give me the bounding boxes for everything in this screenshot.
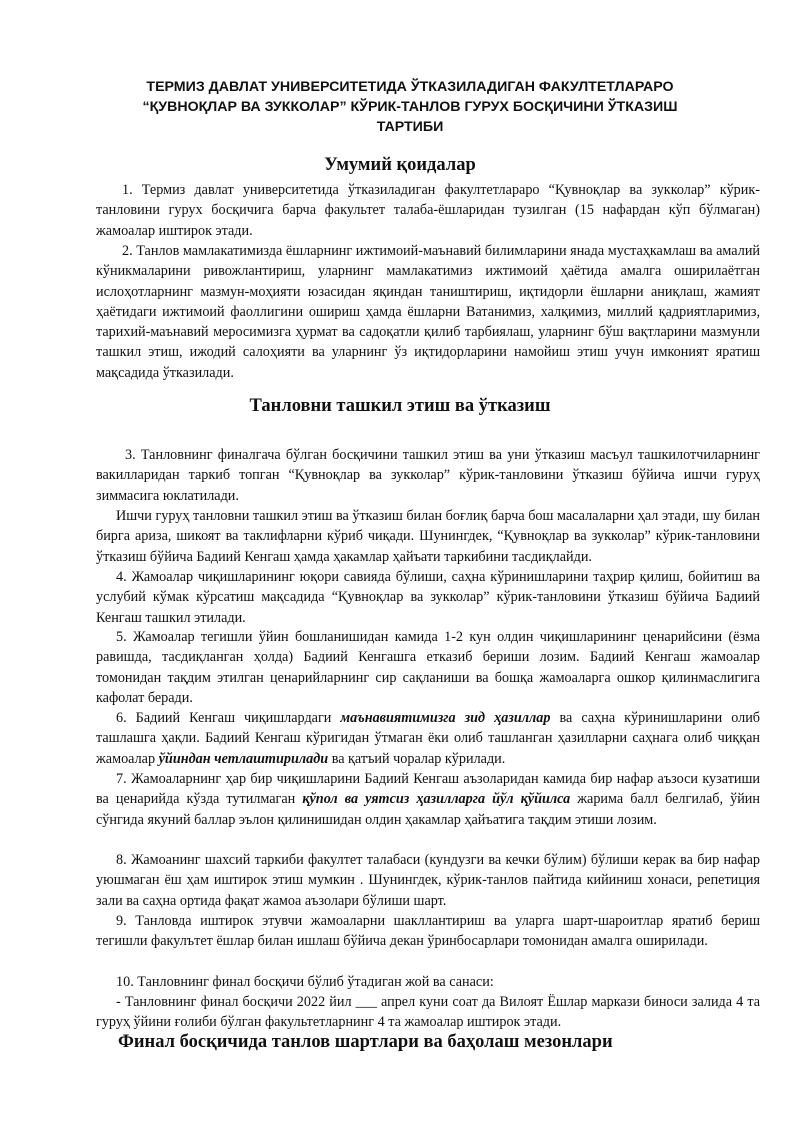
- paragraph-6-emphasis: маънавиятимизга зид ҳазиллар: [340, 710, 551, 726]
- paragraph-6-text: ва қатъий чоралар кўрилади.: [328, 750, 506, 767]
- paragraph-3b: Ишчи гуруҳ танловни ташкил этиш ва ўтказиш билан боғлиқ барча бош масалаларни ҳал этади, шу билан бирга ариза, шикоят ва таклифларни кўриб чиқади. Шунингдек, “Қувноқлар ва зукколар” кўрик-танловини ўтказиш бўйича Бадиий Кенгаш ҳамда ҳакамлар ҳайъати таркибини тасдиқлайди.: [96, 508, 760, 565]
- paragraph-10: 10. Танловнинг финал босқичи бўлиб ўтадиган жой ва санаси:: [116, 974, 494, 990]
- title-line: “ҚУВНОҚЛАР ВА ЗУККОЛАР” КЎРИК-ТАНЛОВ ГУРУХ БОСҚИЧИНИ ЎТКАЗИШ: [142, 99, 678, 115]
- paragraph-1: 1. Термиз давлат университетида ўтказиладиган факултетлараро “Қувноқлар ва зукколар” кўрик-танловини гурух босқичига барча факультет талаба-ёшларидан тузилган (15 нафардан кўп бўлмаган) жамоалар иштирок этади.: [96, 182, 760, 239]
- section-heading-final-stage: Финал босқичида танлов шартлари ва баҳолаш мезонлари: [118, 1032, 613, 1052]
- section-heading-organization: Танловни ташкил этиш ва ўтказиш: [249, 396, 551, 416]
- paragraph-6-text: ва саҳна кўринишларини олиб ташлашга ҳақли. Бадиий Кенгаш кўригидан ўтмаган ёки олиб ташланган ҳазилларни саҳнага олиб чиққан жамоалар: [96, 710, 761, 767]
- paragraph-4: 4. Жамоалар чиқишларининг юқори савияда бўлиши, саҳна кўринишларини таҳрир қилиш, бойитиш ва услубий кўмак кўрсатиш мақсадида “Қувноқлар ва зукколар” кўрик-танловини ўтказиш бўйича Бадиий Кенгаш ташкил этилади.: [96, 569, 760, 626]
- paragraph-8: 8. Жамоанинг шахсий таркиби факултет талабаси (кундузги ва кечки бўлим) бўлиши керак ва бир нафар уюшмаган ёш ҳам иштирок этиш мумкин . Шунингдек, кўрик-танлов пайтида кийиниш хонаси, репетиция зали ва саҳна ортида фақат жамоа аъзолари бўлиши шарт.: [96, 852, 760, 909]
- paragraph-10b: - Танловнинг финал босқичи 2022 йил ___ апрел куни соат да Вилоят Ёшлар маркази биноси залида 4 та гуруҳ ўйини ғолиби бўлган факультетларнинг 4 та жамоалар иштирок этади.: [96, 994, 760, 1031]
- paragraph-3: 3. Танловнинг финалгача бўлган босқичини ташкил этиш ва уни ўтказиш масъул ташкилотчиларнинг вакилларидан таркиб топган “Қувноқлар ва зукколар” кўрик-танловини ўтказиш бўйича ишчи гуруҳ зиммасига юклатилади.: [96, 447, 760, 504]
- paragraph-6: [96, 708, 760, 769]
- paragraph-7-text: 7. Жамоаларнинг ҳар бир чиқишларини Бадиий Кенгаш аъзоларидан камида бир нафар аъзоси кузатиши ва ценарийда кўзда тутилмаган: [96, 771, 760, 808]
- paragraph-2: 2. Танлов мамлакатимизда ёшларнинг ижтимоий-маънавий билимларини янада мустаҳкамлаш ва амалий кўникмаларини ривожлантириш, уларнинг мамлакатимиз ижтимоий ҳаётида амалга оширилаётган ислоҳотларнинг мазмун-моҳияти юзасидан яқиндан таништириш, иқтидорли ёшларни аниқлаш, жамият ҳаётидаги ижтимоий фаоллигини ошириш ҳамда ёшларни Ватанимиз, халқимиз, миллий қадриятларимиз, тарихий-маънавий меросимизга ҳурмат ва садоқатли қилиб тарбиялаш, уларнинг бўш вақтларини мазмунли ташкил этиш, ижодий салоҳияти ва уларнинг ўз иқтидорларини намойиш этиш учун имконият яратиш мақсадида ўтказилади.: [96, 243, 760, 381]
- paragraph-9: 9. Танловда иштирок этувчи жамоаларни шакллантириш ва уларга шарт-шароитлар яратиб бериш тегишли факулътет ёшлар билан ишлаш бўйича декан ўринбосарлари томонидан амалга оширилади.: [96, 913, 760, 950]
- title-line: ТАРТИБИ: [376, 119, 444, 135]
- paragraph-6-text: 6. Бадиий Кенгаш чиқишлардаги: [116, 710, 341, 726]
- paragraph-5: 5. Жамоалар тегишли ўйин бошланишидан камида 1-2 кун олдин чиқишларининг ценарийсини (ёзма равишда, тасдиқланган ҳолда) Бадиий Кенгашга етказиб бериши лозим. Бадиий Кенгаш жамоалар томонидан тақдим этилган ценарийларнинг сир сақланиши ва бошқа жамоаларга ошкор қилинмаслигига кафолат беради.: [96, 629, 760, 706]
- section-heading-general-rules: Умумий қоидалар: [324, 155, 476, 175]
- title-line: ТЕРМИЗ ДАВЛАТ УНИВЕРСИТЕТИДА ЎТКАЗИЛАДИГАН ФАКУЛТЕТЛАРАРО: [146, 79, 674, 95]
- paragraph-7-text: жарима балл белгилаб, ўйин сўнгида якуний баллар эълон қилинишидан олдин ҳакамлар ҳайъатига тақдим этиши лозим.: [96, 791, 760, 828]
- document-title: [110, 77, 710, 137]
- paragraph-6-emphasis: ўйиндан четлаштирилади: [158, 750, 329, 767]
- paragraph-7: [96, 769, 760, 830]
- paragraph-7-emphasis: қўпол ва уятсиз ҳазилларга йўл қўйилса: [302, 791, 571, 808]
